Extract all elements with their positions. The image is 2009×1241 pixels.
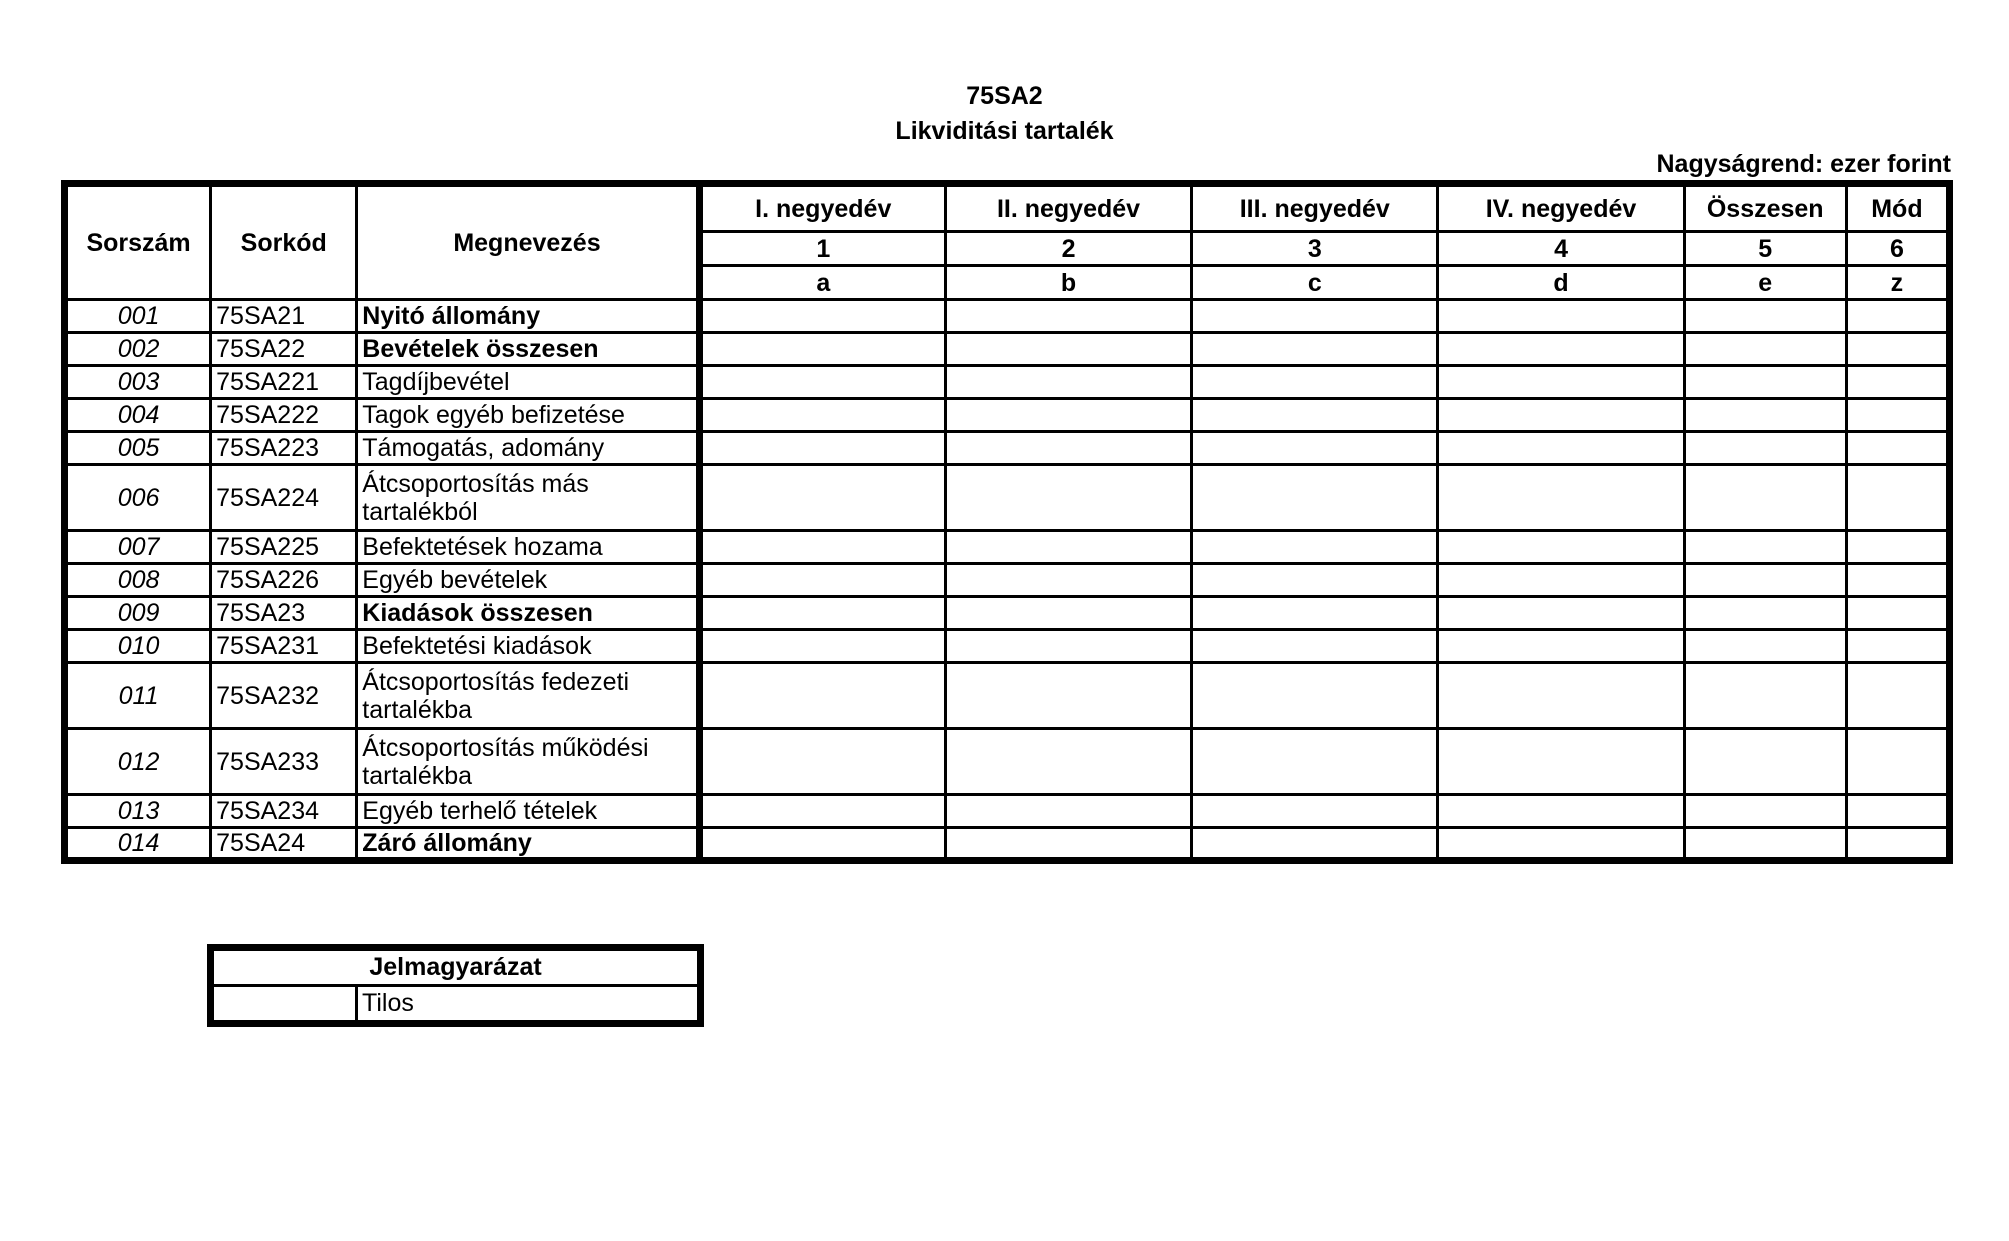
legend-title: Jelmagyarázat — [211, 948, 701, 986]
value-cell-1[interactable] — [699, 300, 945, 333]
header-col-6: Mód — [1846, 184, 1949, 232]
value-cell-5[interactable] — [1684, 828, 1846, 861]
value-cell-3[interactable] — [1192, 630, 1438, 663]
row-name: Kiadások összesen — [357, 597, 699, 630]
value-cell-1[interactable] — [699, 597, 945, 630]
row-name: Átcsoportosítás működési tartalékba — [357, 729, 699, 795]
value-cell-6[interactable] — [1846, 300, 1949, 333]
value-cell-6[interactable] — [1846, 366, 1949, 399]
legend — [207, 944, 704, 1027]
value-cell-2[interactable] — [945, 300, 1191, 333]
value-cell-5[interactable] — [1684, 432, 1846, 465]
row-sorkod: 75SA21 — [211, 300, 357, 333]
row-sorkod: 75SA233 — [211, 729, 357, 795]
row-name: Egyéb terhelő tételek — [357, 795, 699, 828]
value-cell-6[interactable] — [1846, 597, 1949, 630]
value-cell-4[interactable] — [1438, 399, 1684, 432]
row-sorkod: 75SA232 — [211, 663, 357, 729]
table-row — [65, 795, 1950, 828]
row-name: Átcsoportosítás fedezeti tartalékba — [357, 663, 699, 729]
value-cell-4[interactable] — [1438, 663, 1684, 729]
value-cell-1[interactable] — [699, 366, 945, 399]
value-cell-3[interactable] — [1192, 399, 1438, 432]
value-cell-3[interactable] — [1192, 366, 1438, 399]
row-name: Bevételek összesen — [357, 333, 699, 366]
table-body — [65, 300, 1950, 861]
row-sorkod: 75SA222 — [211, 399, 357, 432]
value-cell-4[interactable] — [1438, 366, 1684, 399]
value-cell-2[interactable] — [945, 795, 1191, 828]
legend-swatch-tilos — [211, 986, 357, 1024]
row-name: Egyéb bevételek — [357, 564, 699, 597]
value-cell-1[interactable] — [699, 333, 945, 366]
value-cell-5[interactable] — [1684, 531, 1846, 564]
header-num-1: 1 — [699, 232, 945, 266]
value-cell-4[interactable] — [1438, 828, 1684, 861]
form-code: 75SA2 — [966, 82, 1043, 110]
value-cell-2[interactable] — [945, 399, 1191, 432]
header-letter-1: a — [699, 266, 945, 300]
value-cell-6[interactable] — [1846, 531, 1949, 564]
value-cell-2[interactable] — [945, 333, 1191, 366]
row-sorkod: 75SA226 — [211, 564, 357, 597]
header-col-3: III. negyedév — [1192, 184, 1438, 232]
table-row — [65, 597, 1950, 630]
value-cell-1[interactable] — [699, 630, 945, 663]
row-sorkod: 75SA231 — [211, 630, 357, 663]
row-sorszam: 013 — [65, 795, 211, 828]
header-sorkod: Sorkód — [211, 184, 357, 300]
value-cell-1[interactable] — [699, 399, 945, 432]
table-row — [65, 300, 1950, 333]
value-cell-3[interactable] — [1192, 300, 1438, 333]
row-sorszam: 004 — [65, 399, 211, 432]
row-sorszam: 007 — [65, 531, 211, 564]
value-cell-2[interactable] — [945, 597, 1191, 630]
table-row — [65, 432, 1950, 465]
value-cell-5[interactable] — [1684, 663, 1846, 729]
row-sorkod: 75SA23 — [211, 597, 357, 630]
row-name: Támogatás, adomány — [357, 432, 699, 465]
table-header — [65, 184, 1950, 300]
value-cell-3[interactable] — [1192, 795, 1438, 828]
value-cell-2[interactable] — [945, 663, 1191, 729]
data-table — [61, 180, 1953, 864]
value-cell-6[interactable] — [1846, 663, 1949, 729]
value-cell-6[interactable] — [1846, 729, 1949, 795]
value-cell-5[interactable] — [1684, 300, 1846, 333]
value-cell-4[interactable] — [1438, 333, 1684, 366]
header-letter-3: c — [1192, 266, 1438, 300]
value-cell-6[interactable] — [1846, 795, 1949, 828]
value-cell-2[interactable] — [945, 432, 1191, 465]
value-cell-2[interactable] — [945, 564, 1191, 597]
row-sorszam: 005 — [65, 432, 211, 465]
header-sorszam: Sorszám — [65, 184, 211, 300]
row-sorkod: 75SA223 — [211, 432, 357, 465]
value-cell-6[interactable] — [1846, 465, 1949, 531]
form-title: Likviditási tartalék — [895, 117, 1114, 145]
value-cell-4[interactable] — [1438, 795, 1684, 828]
value-cell-4[interactable] — [1438, 630, 1684, 663]
value-cell-1[interactable] — [699, 795, 945, 828]
row-name: Átcsoportosítás más tartalékból — [357, 465, 699, 531]
value-cell-2[interactable] — [945, 465, 1191, 531]
row-sorszam: 008 — [65, 564, 211, 597]
table-row — [65, 399, 1950, 432]
table-row — [65, 729, 1950, 795]
row-sorkod: 75SA24 — [211, 828, 357, 861]
header-letter-4: d — [1438, 266, 1684, 300]
header-num-6: 6 — [1846, 232, 1949, 266]
value-cell-5[interactable] — [1684, 597, 1846, 630]
row-name: Befektetések hozama — [357, 531, 699, 564]
value-cell-1[interactable] — [699, 729, 945, 795]
value-cell-6[interactable] — [1846, 564, 1949, 597]
table-row — [65, 828, 1950, 861]
value-cell-6[interactable] — [1846, 432, 1949, 465]
row-sorszam: 001 — [65, 300, 211, 333]
row-sorszam: 011 — [65, 663, 211, 729]
value-cell-1[interactable] — [699, 432, 945, 465]
row-sorszam: 009 — [65, 597, 211, 630]
value-cell-4[interactable] — [1438, 597, 1684, 630]
row-sorkod: 75SA225 — [211, 531, 357, 564]
value-cell-1[interactable] — [699, 564, 945, 597]
row-sorszam: 014 — [65, 828, 211, 861]
value-cell-3[interactable] — [1192, 729, 1438, 795]
value-cell-2[interactable] — [945, 630, 1191, 663]
value-cell-5[interactable] — [1684, 729, 1846, 795]
value-cell-4[interactable] — [1438, 432, 1684, 465]
value-cell-6[interactable] — [1846, 399, 1949, 432]
row-sorkod: 75SA234 — [211, 795, 357, 828]
table-row — [65, 564, 1950, 597]
value-cell-3[interactable] — [1192, 531, 1438, 564]
header-col-2: II. negyedév — [945, 184, 1191, 232]
header-letter-2: b — [945, 266, 1191, 300]
header-megnevezes: Megnevezés — [357, 184, 699, 300]
value-cell-3[interactable] — [1192, 663, 1438, 729]
row-name: Nyitó állomány — [357, 300, 699, 333]
row-sorkod: 75SA22 — [211, 333, 357, 366]
row-name: Záró állomány — [357, 828, 699, 861]
header-col-1: I. negyedév — [699, 184, 945, 232]
legend-label-tilos: Tilos — [357, 986, 701, 1024]
value-cell-3[interactable] — [1192, 597, 1438, 630]
value-cell-5[interactable] — [1684, 399, 1846, 432]
value-cell-5[interactable] — [1684, 564, 1846, 597]
value-cell-5[interactable] — [1684, 630, 1846, 663]
header-letter-6: z — [1846, 266, 1949, 300]
value-cell-2[interactable] — [945, 531, 1191, 564]
header-num-4: 4 — [1438, 232, 1684, 266]
row-name: Tagok egyéb befizetése — [357, 399, 699, 432]
value-cell-4[interactable] — [1438, 300, 1684, 333]
row-sorszam: 002 — [65, 333, 211, 366]
value-cell-1[interactable] — [699, 465, 945, 531]
value-cell-3[interactable] — [1192, 828, 1438, 861]
value-cell-6[interactable] — [1846, 333, 1949, 366]
value-cell-1[interactable] — [699, 828, 945, 861]
table-row — [65, 630, 1950, 663]
value-cell-3[interactable] — [1192, 465, 1438, 531]
value-cell-4[interactable] — [1438, 531, 1684, 564]
value-cell-3[interactable] — [1192, 432, 1438, 465]
header-num-3: 3 — [1192, 232, 1438, 266]
header-num-5: 5 — [1684, 232, 1846, 266]
value-cell-2[interactable] — [945, 828, 1191, 861]
row-sorkod: 75SA224 — [211, 465, 357, 531]
row-name: Tagdíjbevétel — [357, 366, 699, 399]
value-cell-2[interactable] — [945, 729, 1191, 795]
value-cell-2[interactable] — [945, 366, 1191, 399]
header-col-5: Összesen — [1684, 184, 1846, 232]
table-row — [65, 333, 1950, 366]
header-letter-5: e — [1684, 266, 1846, 300]
value-cell-4[interactable] — [1438, 465, 1684, 531]
header-col-4: IV. negyedév — [1438, 184, 1684, 232]
value-cell-5[interactable] — [1684, 333, 1846, 366]
value-cell-5[interactable] — [1684, 366, 1846, 399]
value-cell-4[interactable] — [1438, 729, 1684, 795]
row-name: Befektetési kiadások — [357, 630, 699, 663]
value-cell-5[interactable] — [1684, 465, 1846, 531]
row-sorszam: 010 — [65, 630, 211, 663]
value-cell-3[interactable] — [1192, 564, 1438, 597]
unit-note: Nagyságrend: ezer forint — [1656, 150, 1951, 178]
value-cell-6[interactable] — [1846, 828, 1949, 861]
row-sorszam: 003 — [65, 366, 211, 399]
value-cell-3[interactable] — [1192, 333, 1438, 366]
row-sorszam: 012 — [65, 729, 211, 795]
value-cell-5[interactable] — [1684, 795, 1846, 828]
value-cell-1[interactable] — [699, 663, 945, 729]
row-sorszam: 006 — [65, 465, 211, 531]
value-cell-1[interactable] — [699, 531, 945, 564]
value-cell-4[interactable] — [1438, 564, 1684, 597]
table-row — [65, 531, 1950, 564]
header-num-2: 2 — [945, 232, 1191, 266]
table-row — [65, 366, 1950, 399]
table-row — [65, 465, 1950, 531]
table-row — [65, 663, 1950, 729]
row-sorkod: 75SA221 — [211, 366, 357, 399]
value-cell-6[interactable] — [1846, 630, 1949, 663]
